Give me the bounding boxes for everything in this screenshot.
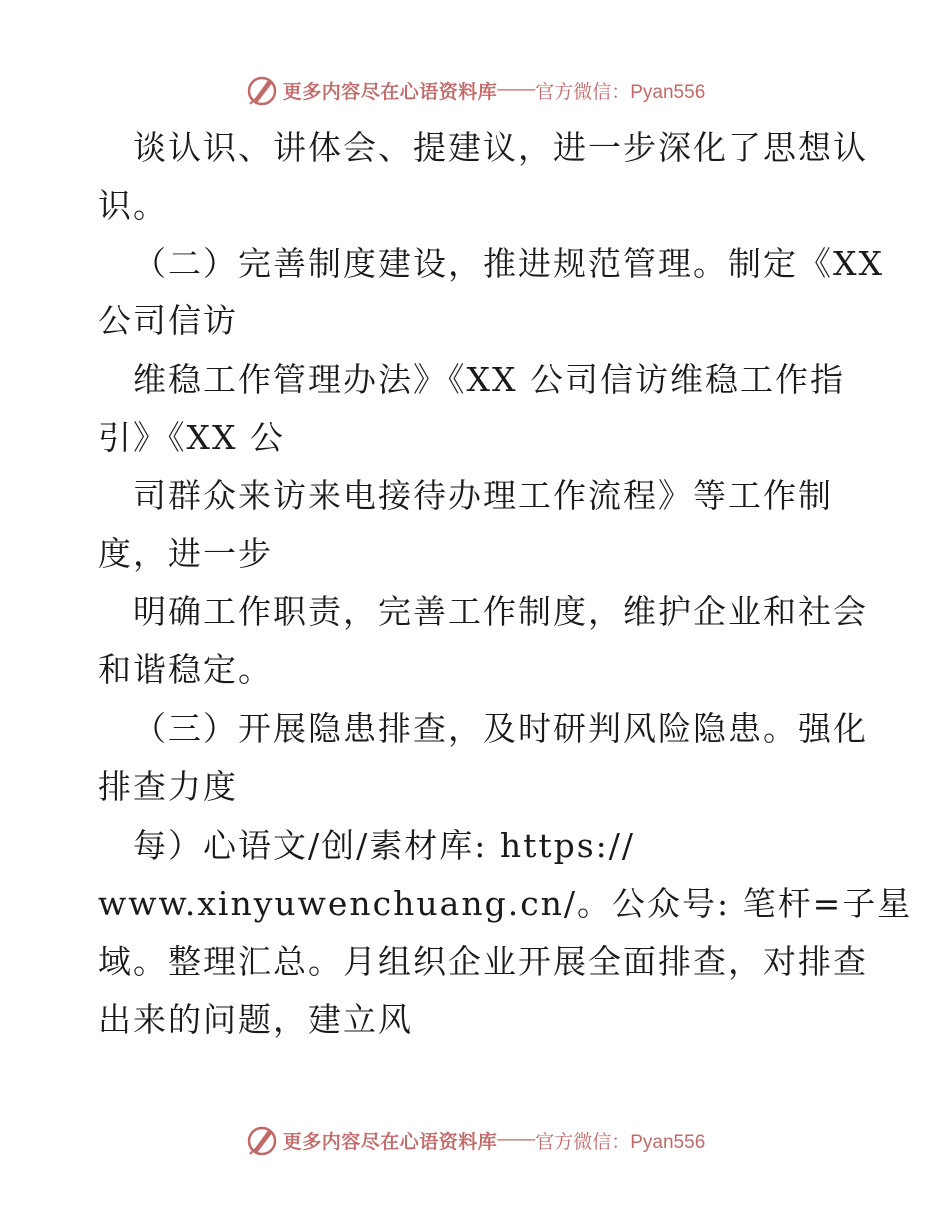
body-line: （三）开展隐患排查，及时研判风险隐患。强化 — [133, 709, 868, 748]
body-line: 度，进一步 — [98, 534, 273, 573]
body-line: 和谐稳定。 — [98, 650, 273, 689]
body-line: 识。 — [98, 186, 168, 225]
body-line: 司群众来访来电接待办理工作流程》等工作制 — [133, 476, 833, 515]
quill-logo-icon — [245, 1123, 279, 1157]
body-line: www.xinyuwenchuang.cn/。公众号: 笔杆=子星 — [98, 884, 913, 923]
header-banner-contact: 官方微信：Pyan556 — [535, 81, 706, 103]
footer-banner — [0, 1120, 950, 1160]
body-line: 排查力度 — [98, 767, 238, 806]
body-line: 出来的问题，建立风 — [98, 1000, 413, 1039]
body-line: 每）心语文/创/素材库: https:// — [133, 826, 636, 865]
header-banner-dash: —— — [497, 79, 536, 100]
body-line: 域。整理汇总。月组织企业开展全面排查，对排查 — [98, 942, 868, 981]
body-line: 维稳工作管理办法》《XX 公司信访维稳工作指 — [133, 360, 845, 399]
body-line: 谈认识、讲体会、提建议，进一步深化了思想认 — [133, 128, 868, 167]
body-line: 明确工作职责，完善工作制度，维护企业和社会 — [133, 592, 868, 631]
body-line: 引》《XX 公 — [98, 418, 285, 457]
body-line: 公司信访 — [98, 301, 238, 340]
footer-banner-contact: 官方微信：Pyan556 — [535, 1131, 706, 1153]
footer-banner-dash: —— — [497, 1129, 536, 1150]
body-line: （二）完善制度建设，推进规范管理。制定《XX — [133, 244, 884, 283]
header-banner-text: 更多内容尽在心语资料库 — [282, 80, 498, 103]
footer-banner-text: 更多内容尽在心语资料库 — [282, 1130, 498, 1153]
